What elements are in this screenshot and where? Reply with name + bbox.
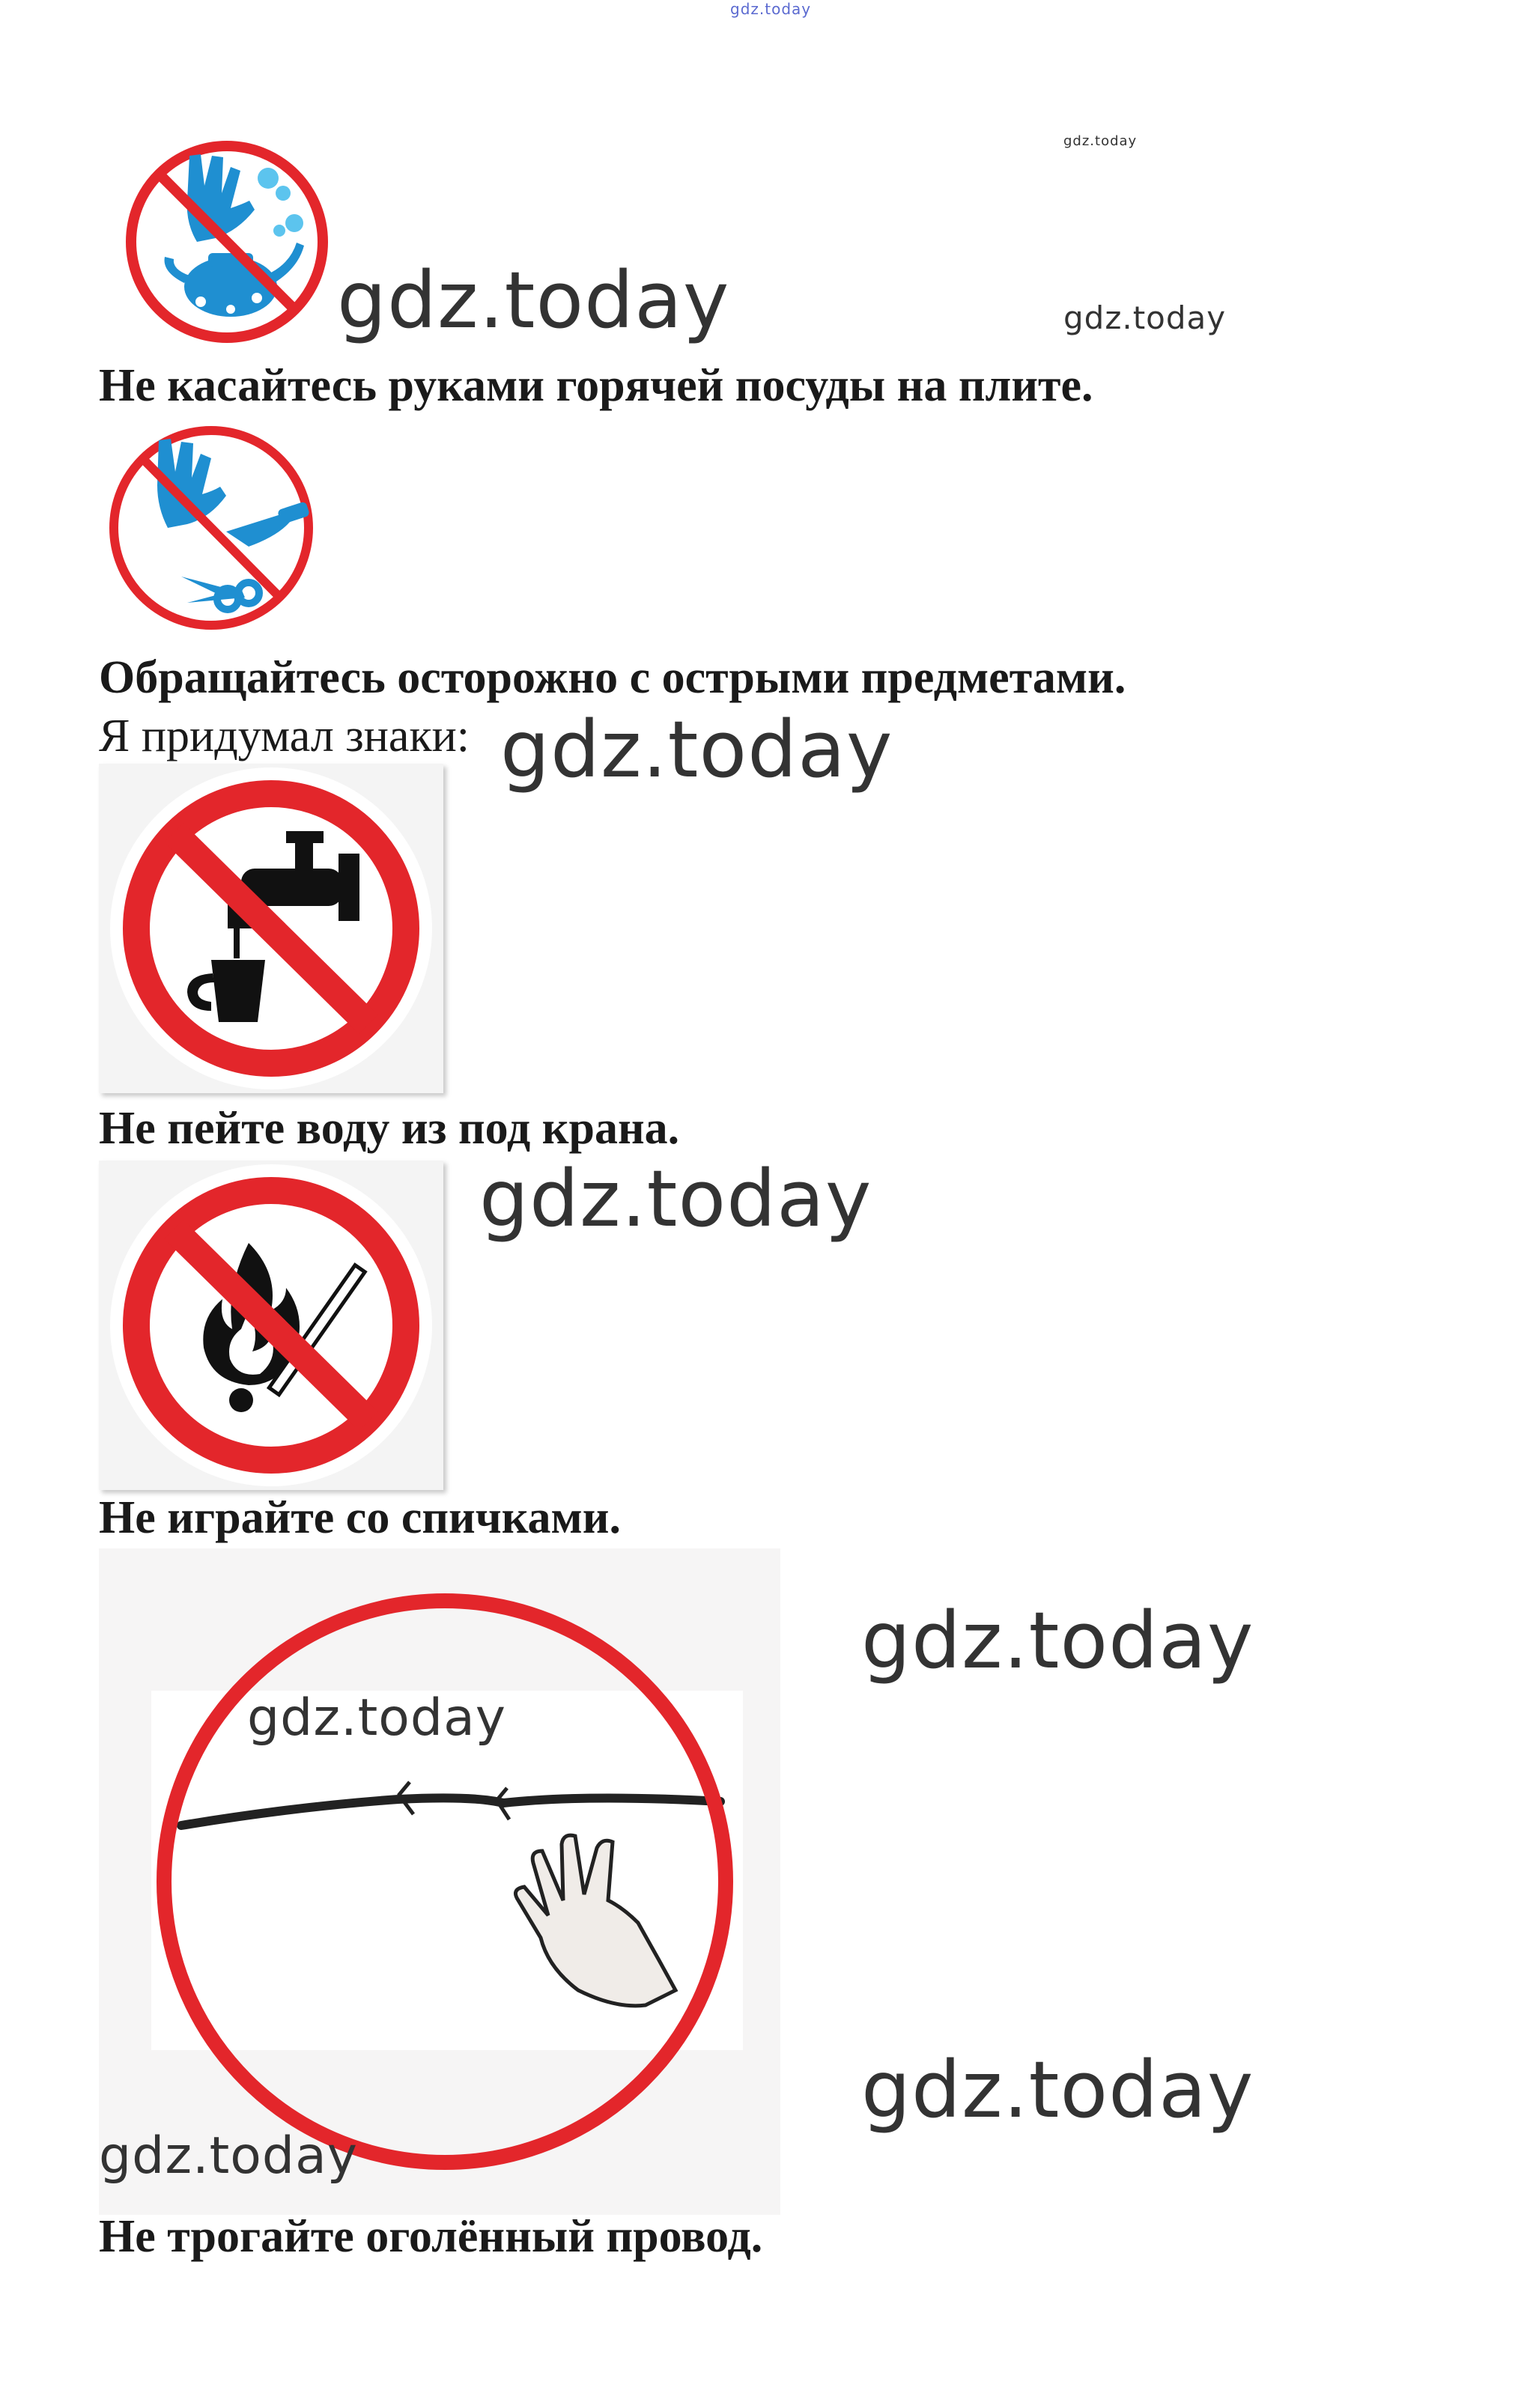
watermark-2: gdz.today <box>1063 300 1227 336</box>
no-touch-bare-wire-icon <box>99 1548 780 2215</box>
caption-matches: Не играйте со спичками. <box>99 1492 621 1543</box>
caption-hot-kettle: Не касайтесь руками горячей посуды на плите. <box>99 360 1093 411</box>
sign-hot-kettle <box>118 133 336 350</box>
watermark-3: gdz.today <box>500 704 893 795</box>
watermark-4: gdz.today <box>479 1153 872 1244</box>
sign-matches <box>99 1161 443 1490</box>
caption-bare-wire: Не трогайте оголённый провод. <box>99 2211 763 2262</box>
sign-bare-wire <box>99 1548 780 2215</box>
watermark-7: gdz.today <box>861 2044 1254 2135</box>
no-touch-hot-kettle-icon <box>118 133 336 350</box>
watermark-6: gdz.today <box>247 1688 506 1748</box>
watermark-1: gdz.today <box>337 255 730 346</box>
watermark-small: gdz.today <box>1063 133 1138 149</box>
no-touch-sharp-objects-icon <box>99 419 324 636</box>
watermark-top: gdz.today <box>730 0 812 18</box>
watermark-8: gdz.today <box>99 2126 358 2186</box>
intro-text: Я придумал знаки: <box>99 711 470 761</box>
sign-sharp-objects <box>99 419 324 636</box>
no-matches-icon <box>99 1161 443 1490</box>
caption-tap-water: Не пейте воду из под крана. <box>99 1103 680 1154</box>
caption-sharp-objects: Обращайтесь осторожно с острыми предметами. <box>99 652 1126 703</box>
sign-tap-water <box>99 764 443 1093</box>
no-drinking-tap-water-icon <box>99 764 443 1093</box>
watermark-5: gdz.today <box>861 1595 1254 1686</box>
